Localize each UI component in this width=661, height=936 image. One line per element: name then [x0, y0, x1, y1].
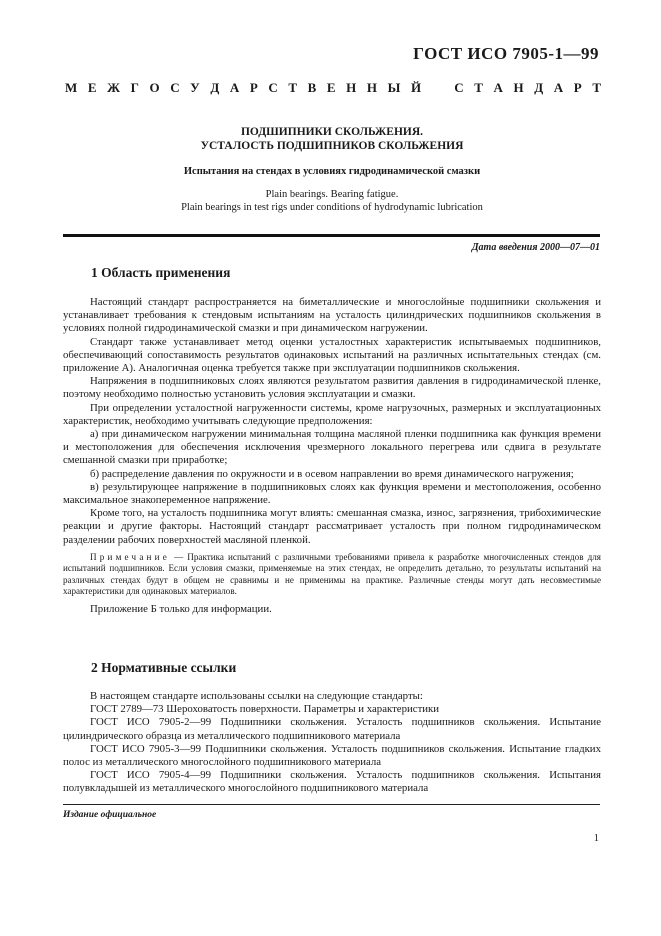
banner-letter: С: [170, 80, 180, 95]
note-label: Примечание: [90, 551, 170, 562]
interstate-standard-banner: [65, 80, 601, 96]
banner-letter: Н: [346, 80, 357, 95]
banner-letter: Е: [326, 80, 336, 95]
list-item: в) результирующее напряжение в подшипниковых слоях как функция времени и местоположения, особенно максимальное знакопеременное напряжение.: [63, 480, 601, 507]
banner-letter: Т: [474, 80, 483, 95]
paragraph: Приложение Б только для информации.: [90, 602, 272, 615]
note-text: — Практика испытаний с различными требованиями привела к разработке многочисленных стендов для испытаний подшипников. Если условия смазки, применяемые на этих стендах, не определить детально, то результаты испытаний на различных стендах будут в общем не сравнимы и не применимы на практике. Различные стенды могут дать несовместимые характеристики для одинаковых материалов.: [63, 551, 601, 597]
banner-letter: Т: [288, 80, 298, 95]
banner-letter: Н: [513, 80, 524, 95]
page-number: 1: [593, 833, 599, 844]
section-2-heading: 2 Нормативные ссылки: [91, 660, 237, 675]
paragraph: Кроме того, на усталость подшипника могут влиять: смешанная смазка, износ, загрязнения, трибохимические реакции и другие факторы. Настоящий стандарт рассматривает усталость при полном гидродинамическом разделении рабочих поверхностей масляной пленкой.: [63, 507, 601, 546]
banner-letter: С: [268, 80, 278, 95]
section-1-heading: 1 Область применения: [91, 265, 231, 280]
banner-letter: Е: [87, 80, 97, 95]
english-title-line-1: Plain bearings. Bearing fatigue.: [265, 189, 399, 200]
banner-letter: Д: [534, 80, 544, 95]
document-title: [62, 125, 602, 153]
banner-letter: Т: [592, 80, 601, 95]
reference-item: ГОСТ ИСО 7905-2—99 Подшипники скольжения. Усталость подшипников скольжения. Испытание цилиндрического образца из металлического подшипникового материала: [63, 716, 601, 742]
section-2-body: [63, 690, 601, 796]
banner-letter: Н: [366, 80, 378, 95]
paragraph: При определении усталостной нагруженности системы, кроме нагрузочных, размерных и эксплуатационных характеристик, необходимо учитывать следующие предположения:: [63, 401, 601, 427]
banner-letter: О: [149, 80, 160, 95]
english-title: [62, 188, 602, 214]
banner-letter: М: [65, 80, 78, 95]
banner-letter: Г: [130, 80, 139, 95]
banner-letter: У: [190, 80, 200, 95]
paragraph: Стандарт также устанавливает метод оценки усталостных характеристик испытываемых подшипников, обеспечивающий сопоставимость результатов одинаковых испытаний на различных испытательных стендах (см. приложение А). Аналогичная оценка требуется также при эксплуатации подшипников скольжения.: [63, 335, 601, 375]
reference-item: ГОСТ ИСО 7905-3—99 Подшипники скольжения. Усталость подшипников скольжения. Испытание гладких полос из металлического многослойного подшипникового материала: [63, 742, 601, 769]
section-1-body: [63, 296, 601, 616]
banner-letter: Ы: [387, 80, 401, 95]
banner-letter: С: [454, 80, 464, 95]
banner-letter: В: [307, 80, 317, 95]
banner-letter: А: [493, 80, 503, 95]
note: [63, 552, 601, 598]
paragraph: Настоящий стандарт распространяется на биметаллические и многослойные подшипники скольжения и устанавливает требования к стендовым испытаниям на усталость цилиндрических подшипников скольжения в условиях полной гидродинамической смазки и при динамическом нагружении.: [63, 296, 601, 335]
reference-item: ГОСТ 2789—73 Шероховатость поверхности. Параметры и характеристики: [90, 703, 440, 716]
banner-letter: Р: [573, 80, 582, 95]
reference-item: ГОСТ ИСО 7905-4—99 Подшипники скольжения. Усталость подшипников скольжения. Испытания полувкладышей из металлического многослойного подшипникового материала: [63, 769, 601, 795]
footer-divider: [63, 804, 600, 805]
banner-letter: Ж: [107, 80, 120, 95]
title-line-1: ПОДШИПНИКИ СКОЛЬЖЕНИЯ.: [240, 126, 424, 138]
document-subtitle: Испытания на стендах в условиях гидродинамической смазки: [183, 166, 481, 177]
banner-letter: Д: [210, 80, 220, 95]
list-item: б) распределение давления по окружности и в осевом направлении во время динамического нагружения;: [90, 467, 574, 480]
banner-letter: А: [553, 80, 564, 95]
official-edition-label: Издание официальное: [63, 810, 157, 820]
introduction-date: Дата введения 2000—07—01: [471, 242, 600, 253]
standard-code: ГОСТ ИСО 7905-1—99: [413, 44, 599, 63]
title-divider: [63, 234, 600, 237]
banner-letter: А: [229, 80, 240, 95]
paragraph: В настоящем стандарте использованы ссылки на следующие стандарты:: [90, 690, 423, 702]
banner-letter: Й: [410, 80, 422, 95]
banner-letter: Р: [249, 80, 258, 95]
title-line-2: УСТАЛОСТЬ ПОДШИПНИКОВ СКОЛЬЖЕНИЯ: [200, 140, 464, 152]
english-title-line-2: Plain bearings in test rigs under conditions of hydrodynamic lubrication: [181, 202, 483, 213]
paragraph: Напряжения в подшипниковых слоях являются результатом развития давления в гидродинамической пленке, поэтому необходимо полностью установить условия эксплуатации и смазки.: [63, 375, 601, 401]
list-item: а) при динамическом нагружении минимальная толщина масляной пленки подшипника как функция времени и местоположения для обеспечения исключения чрезмерного локального перегрева или сдвига в результате смешанной смазки при приработке;: [63, 428, 601, 467]
